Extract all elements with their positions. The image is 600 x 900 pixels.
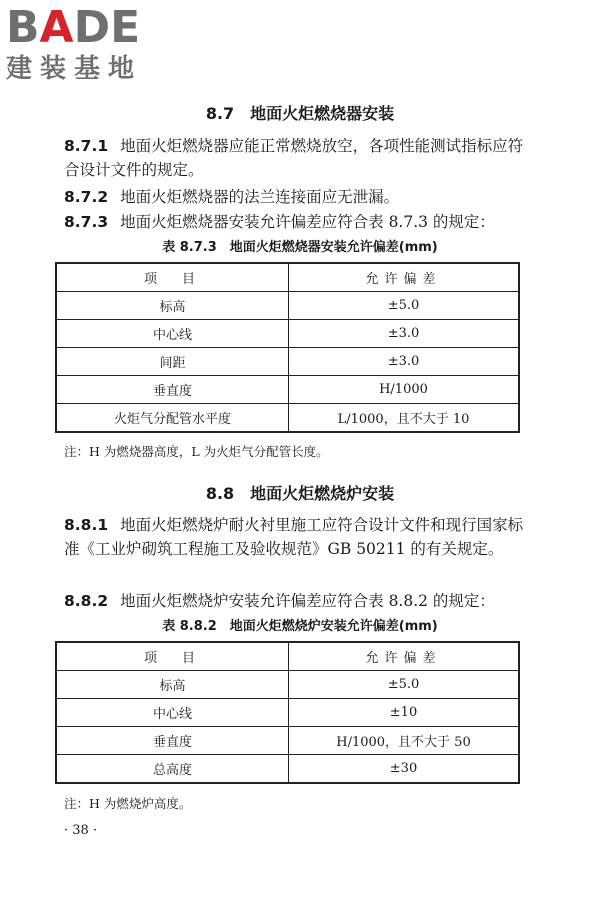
table-cell-item: 中心线	[56, 699, 289, 727]
table-cell-tolerance: L/1000，且不大于 10	[289, 404, 520, 433]
table-8-8-2	[55, 641, 520, 784]
table-cell-item: 总高度	[56, 755, 289, 784]
table-8-7-3	[55, 262, 520, 433]
table-cell-tolerance: H/1000	[289, 376, 520, 404]
bade-logo	[6, 4, 176, 90]
table-caption-8-8-2: 表 8.8.2 地面火炬燃烧炉安装允许偏差(mm)	[162, 619, 438, 634]
table-cell-item: 火炬气分配管水平度	[56, 404, 289, 433]
table-cell-tolerance: ±3.0	[289, 320, 520, 348]
table-cell-tolerance: ±5.0	[289, 292, 520, 320]
table-row	[56, 755, 519, 784]
table-cell-item: 间距	[56, 348, 289, 376]
table-cell-tolerance: ±10	[289, 699, 520, 727]
table-cell-tolerance: ±30	[289, 755, 520, 784]
clause-number: 8.7.1	[64, 137, 109, 155]
clause-8-7-1	[64, 134, 534, 182]
logo-subtitle: 建装基地	[6, 54, 143, 84]
clause-text: 地面火炬燃烧炉安装允许偏差应符合表 8.8.2 的规定：	[120, 592, 495, 610]
clause-number: 8.8.1	[64, 516, 109, 534]
table-cell-tolerance: H/1000，且不大于 50	[289, 727, 520, 755]
table-header-row	[56, 642, 519, 671]
table-row	[56, 727, 519, 755]
table-cell-item: 标高	[56, 671, 289, 699]
table-header-row	[56, 263, 519, 292]
clause-8-7-3	[64, 210, 534, 234]
table-row	[56, 292, 519, 320]
clause-number: 8.8.2	[64, 592, 109, 610]
table-cell-tolerance: ±3.0	[289, 348, 520, 376]
column-header-item: 项 目	[56, 263, 289, 292]
clause-number: 8.7.3	[64, 213, 109, 231]
table-row	[56, 699, 519, 727]
column-header-item: 项 目	[56, 642, 289, 671]
clause-8-8-2	[64, 589, 534, 613]
table-cell-item: 标高	[56, 292, 289, 320]
table-cell-tolerance: ±5.0	[289, 671, 520, 699]
column-header-tolerance: 允许偏差	[289, 263, 520, 292]
clause-text: 地面火炬燃烧器应能正常燃烧放空，各项性能测试指标应符合设计文件的规定。	[64, 137, 524, 179]
clause-8-8-1	[64, 513, 534, 561]
table-row	[56, 348, 519, 376]
table-cell-item: 垂直度	[56, 376, 289, 404]
clause-8-7-2	[64, 185, 534, 209]
table-row	[56, 320, 519, 348]
column-header-tolerance: 允许偏差	[289, 642, 520, 671]
table-note-8-7-3: 注：H 为燃烧器高度，L 为火炬气分配管长度。	[64, 444, 329, 459]
clause-number: 8.7.2	[64, 188, 109, 206]
logo-wordmark: BADE	[6, 2, 141, 53]
section-heading-8-7: 8.7 地面火炬燃烧器安装	[205, 104, 395, 123]
table-row	[56, 376, 519, 404]
clause-text: 地面火炬燃烧炉耐火衬里施工应符合设计文件和现行国家标准《工业炉砌筑工程施工及验收规范》GB 50211 的有关规定。	[64, 516, 524, 558]
section-heading-8-8: 8.8 地面火炬燃烧炉安装	[205, 484, 395, 503]
table-row	[56, 671, 519, 699]
page-number: · 38 ·	[64, 823, 98, 838]
clause-text: 地面火炬燃烧器安装允许偏差应符合表 8.7.3 的规定：	[120, 213, 495, 231]
table-caption-8-7-3: 表 8.7.3 地面火炬燃烧器安装允许偏差(mm)	[162, 240, 438, 255]
table-cell-item: 中心线	[56, 320, 289, 348]
clause-text: 地面火炬燃烧器的法兰连接面应无泄漏。	[120, 188, 400, 206]
table-note-8-8-2: 注：H 为燃烧炉高度。	[64, 796, 192, 811]
table-cell-item: 垂直度	[56, 727, 289, 755]
table-row	[56, 404, 519, 433]
